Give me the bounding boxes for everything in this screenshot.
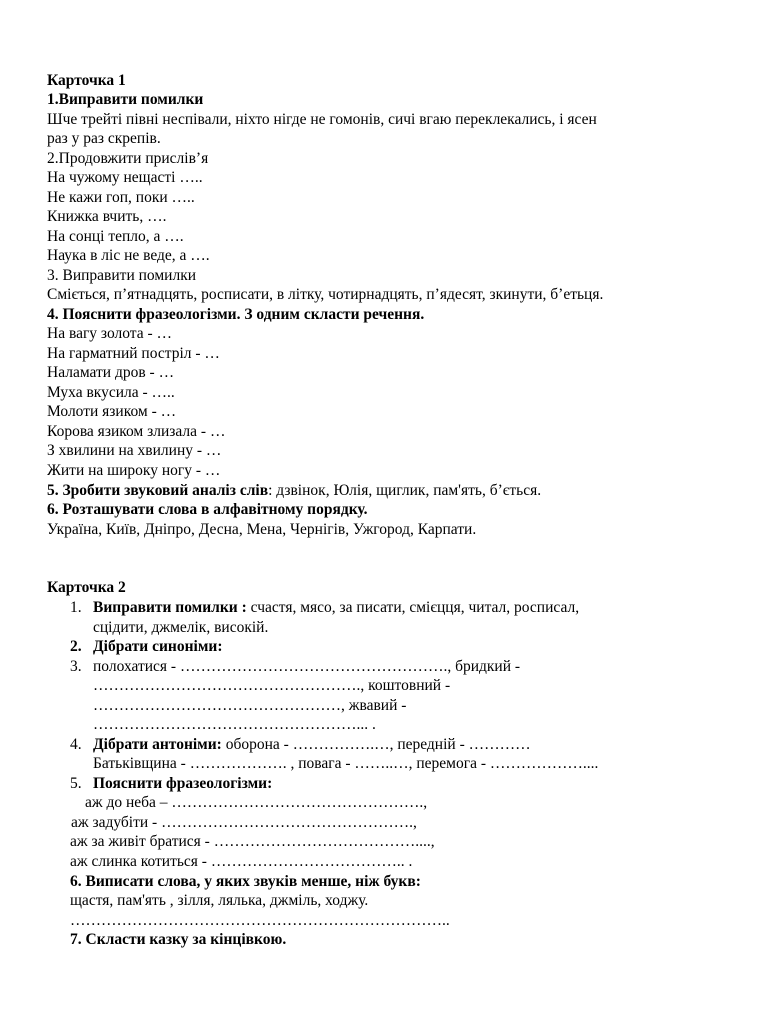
card1-task1-text-line2: раз у раз скрепів. xyxy=(47,130,161,147)
card2-task4 xyxy=(93,735,531,754)
card1-task1-text-line1: Шче трейті півні неспівали, ніхто нігде не гомонів, сичі вгаю переклекались, і ясен xyxy=(47,111,597,128)
card2-task7-title: 7. Скласти казку за кінцівкою. xyxy=(70,931,287,948)
idiom-phrase: На вагу золота xyxy=(47,325,144,342)
card2-task6-title: 6. Виписати слова, у яких звуків менше, ніж букв: xyxy=(70,873,421,890)
card1-title: Карточка 1 xyxy=(47,72,126,89)
synonym-line: ……………………………………………., коштовний - xyxy=(93,677,451,694)
card2-num-1: 1. xyxy=(70,599,82,616)
idiom-blank: - ….. xyxy=(138,384,175,401)
card2-title: Карточка 2 xyxy=(47,579,126,596)
idiom-blank: - … xyxy=(191,345,220,362)
card2-task4-title: Дібрати антоніми: xyxy=(93,736,222,753)
idiom-blank: - … xyxy=(193,442,222,459)
card2-num-3: 3. xyxy=(70,658,82,675)
card2-idiom-line: аж за живіт братися - …………………………………...., xyxy=(70,833,435,850)
idiom-item xyxy=(47,441,221,460)
card1-task3-title: 3. Виправити помилки xyxy=(47,267,197,284)
idiom-item xyxy=(47,383,175,402)
card1-task2-title: 2.Продовжити прислів’я xyxy=(47,150,209,167)
idiom-phrase: Жити на широку ногу xyxy=(47,462,192,479)
proverb-item: На чужому нещасті ….. xyxy=(47,169,203,186)
idiom-phrase: Корова язиком злизала xyxy=(47,423,198,440)
card1-task6-title: 6. Розташувати слова в алфавітному порядку. xyxy=(47,501,368,518)
card1-task5-text: : дзвінок, Юлія, щиглик, пам'ять, б’ється. xyxy=(268,482,542,499)
card2-num-2: 2. xyxy=(70,638,82,655)
idiom-blank: - … xyxy=(145,364,175,381)
card2-task1 xyxy=(93,598,579,617)
card2-idiom-line: аж до неба – …………………………………………., xyxy=(85,794,428,811)
idiom-blank: - … xyxy=(197,423,226,440)
proverb-item: Наука в ліс не веде, а …. xyxy=(47,247,210,264)
idiom-item xyxy=(47,344,220,363)
card2-task2-title: Дібрати синоніми: xyxy=(93,638,223,655)
idiom-phrase: Молоти язиком xyxy=(47,403,148,420)
card2-num-4: 4. xyxy=(70,736,82,753)
proverb-item: Не кажи гоп, поки ….. xyxy=(47,189,195,206)
idiom-phrase: На гарматний постріл xyxy=(47,345,192,362)
card2-task1-cont: сцідити, джмелік, високій. xyxy=(93,619,269,636)
card2-task1-text: счастя, мясо, за писати, смієцця, читал, росписал, xyxy=(246,599,580,616)
card1-task3-text: Сміється, п’ятнадцять, росписати, в літку, чотирнадцять, п’ядесят, зкинути, б’етьця. xyxy=(47,286,604,303)
idiom-phrase: З хвилини на хвилину xyxy=(47,442,193,459)
idiom-item xyxy=(47,363,174,382)
idiom-blank: - … xyxy=(147,403,177,420)
card2-task4-cont: Батьківщина - ………………. , повага - ……..…, перемога - ……………….... xyxy=(93,755,599,772)
synonym-line: …………………………………………, жвавий - xyxy=(93,697,407,714)
idiom-item xyxy=(47,461,220,480)
idiom-item xyxy=(47,402,176,421)
card1-task5 xyxy=(47,481,541,500)
card2-num-5: 5. xyxy=(70,775,82,792)
synonym-line: ……………………………………………... . xyxy=(93,716,376,733)
idiom-phrase: Муха вкусила xyxy=(47,384,139,401)
card2-idiom-line: аж слинка котиться - ……………………………….. . xyxy=(70,853,413,870)
card2-task4-text: оборона - …………….…, передній - ………… xyxy=(221,736,531,753)
card2-task6-dots: ……………………………………………………………….. xyxy=(70,912,450,929)
card2-task5-title: Пояснити фразеологізми: xyxy=(93,775,273,792)
card2-task1-title: Виправити помилки : xyxy=(93,599,247,616)
idiom-blank: - … xyxy=(143,325,173,342)
idiom-item xyxy=(47,324,172,343)
card1-task4-title: 4. Пояснити фразеологізми. З одним скласти речення. xyxy=(47,306,425,323)
card1-task5-title: 5. Зробити звуковий аналіз слів xyxy=(47,482,269,499)
card2-task6-text: щастя, пам'ять , зілля, лялька, джміль, ходжу. xyxy=(70,892,369,909)
card2-idiom-line: аж задубіти - …………………………………………., xyxy=(71,814,417,831)
card1-task1-title: 1.Виправити помилки xyxy=(47,91,204,108)
idiom-phrase: Наламати дров xyxy=(47,364,146,381)
idiom-item xyxy=(47,422,225,441)
proverb-item: На сонці тепло, а …. xyxy=(47,228,184,245)
synonym-line: полохатися - ……………………………………………., бридкий - xyxy=(93,658,521,675)
proverb-item: Книжка вчить, …. xyxy=(47,208,167,225)
card1-task6-text: Україна, Київ, Дніпро, Десна, Мена, Чернігів, Ужгород, Карпати. xyxy=(47,521,477,538)
idiom-blank: - … xyxy=(192,462,221,479)
